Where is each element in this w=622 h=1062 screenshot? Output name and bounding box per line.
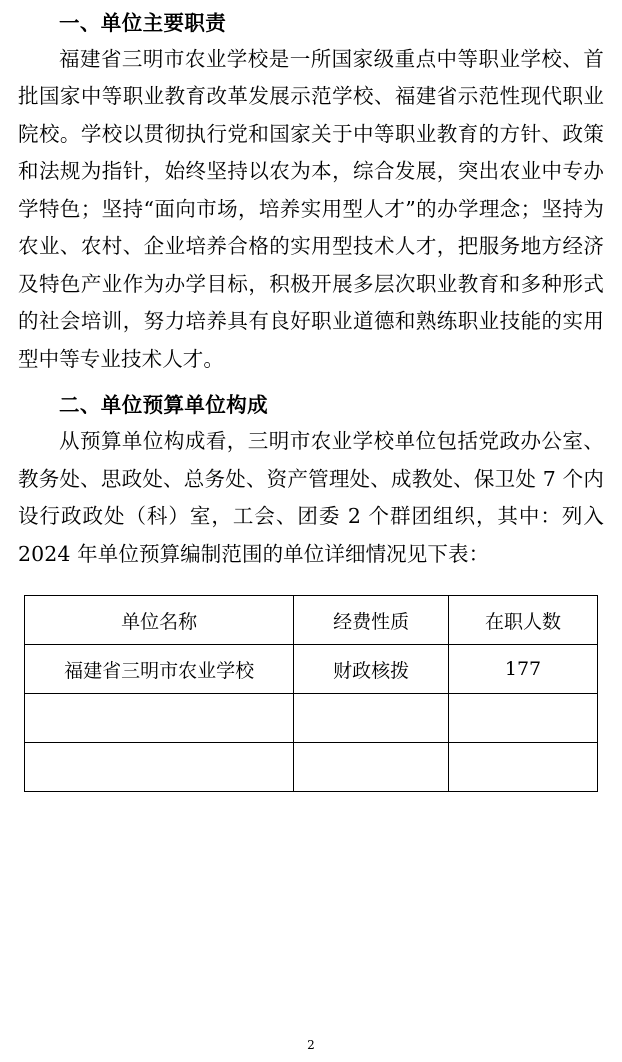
table-row bbox=[25, 743, 598, 792]
page-number: 2 bbox=[307, 1038, 315, 1052]
table-row bbox=[25, 694, 598, 743]
cell-unit-name bbox=[25, 743, 294, 792]
cell-staff-count: 177 bbox=[449, 645, 598, 694]
cell-funding-type bbox=[294, 694, 449, 743]
budget-unit-table-wrapper bbox=[18, 595, 604, 792]
table-header-funding-type: 经费性质 bbox=[294, 596, 449, 645]
table-row bbox=[25, 645, 598, 694]
section-2-heading: 二、单位预算单位构成 bbox=[59, 393, 268, 418]
cell-unit-name: 福建省三明市农业学校 bbox=[25, 645, 294, 694]
table-header-row bbox=[25, 596, 598, 645]
cell-funding-type: 财政核拨 bbox=[294, 645, 449, 694]
budget-unit-table bbox=[24, 595, 598, 792]
table-header-unit-name: 单位名称 bbox=[25, 596, 294, 645]
cell-staff-count bbox=[449, 694, 598, 743]
cell-funding-type bbox=[294, 743, 449, 792]
section-1-paragraph: 福建省三明市农业学校是一所国家级重点中等职业学校、首批国家中等职业教育改革发展示范学校、福建省示范性现代职业院校。学校以贯彻执行党和国家关于中等职业教育的方针、政策和法规为指针，始终坚持以农为本，综合发展，突出农业中专办学特色；坚持“面向市场，培养实用型人才”的办学理念；坚持为农业、农村、企业培养合格的实用型技术人才，把服务地方经济及特色产业作为办学目标，积极开展多层次职业教育和多种形式的社会培训，努力培养具有良好职业道德和熟练职业技能的实用型中等专业技术人才。 bbox=[18, 46, 604, 371]
section-2-paragraph: 从预算单位构成看，三明市农业学校单位包括党政办公室、教务处、思政处、总务处、资产管理处、成教处、保卫处 7 个内设行政政处（科）室，工会、团委 2 个群团组织，其中：列入 2024 年单位预算编制范围的单位详细情况见下表： bbox=[18, 429, 604, 566]
section-1-heading: 一、单位主要职责 bbox=[59, 11, 227, 35]
table-header-staff-count: 在职人数 bbox=[449, 596, 598, 645]
cell-unit-name bbox=[25, 694, 294, 743]
cell-staff-count bbox=[449, 743, 598, 792]
